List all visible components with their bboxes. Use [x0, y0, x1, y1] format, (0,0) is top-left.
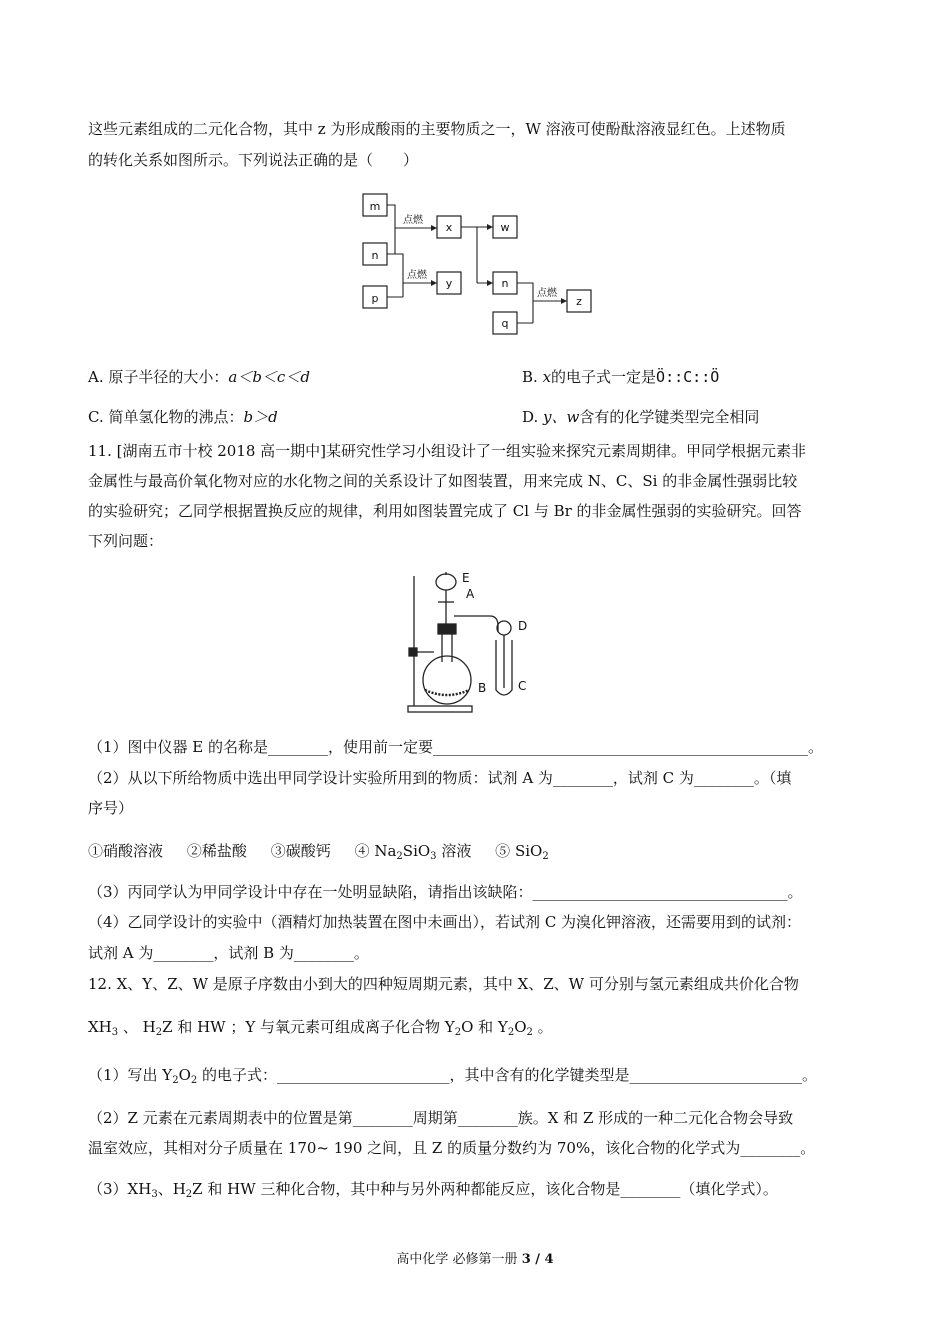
conversion-flow-diagram — [355, 188, 605, 340]
option-b: B. x的电子式一定是Ö::C::Ö — [522, 368, 720, 386]
label-B: B — [478, 681, 487, 695]
label-n2: n — [501, 277, 509, 290]
label-A: A — [466, 587, 475, 601]
q11-line-2: 金属性与最高价氧化物对应的水化物之间的关系设计了如图装置，用来完成 N、C、Si 的非金属性强弱比较 — [88, 472, 798, 490]
option-d: D. y、w含有的化学键类型完全相同 — [522, 408, 760, 426]
label-p: p — [371, 292, 379, 305]
intro-line-1: 这些元素组成的二元化合物，其中 z 为形成酸雨的主要物质之一，W 溶液可使酚酞溶液显红色。上述物质 — [88, 120, 786, 138]
q12-part-2a: （2）Z 元素在元素周期表中的位置是第________周期第________族。X 和 Z 形成的一种二元化合物会导致 — [88, 1109, 794, 1127]
label-D: D — [518, 619, 528, 633]
footer-text: 高中化学 必修第一册 — [396, 1252, 522, 1267]
q12-line-1: 12. X、Y、Z、W 是原子序数由小到大的四种短周期元素，其中 X、Z、W 可分别与氢元素组成共价化合物 — [88, 975, 799, 993]
label-y: y — [445, 277, 453, 290]
q11-line-1: 11. [湖南五市十校 2018 高一期中]某研究性学习小组设计了一组实验来探究元素周期律。甲同学根据元素非 — [88, 442, 807, 460]
label-E: E — [462, 571, 470, 585]
q11-part-4b: 试剂 A 为________，试剂 B 为________。 — [88, 944, 369, 962]
q11-part-2a: （2）从以下所给物质中选出甲同学设计实验所用到的物质：试剂 A 为________，试剂 C 为________。（填 — [88, 769, 792, 787]
q12-part-1: （1）写出 $Y_2O_2$ 的电子式：_______________________，其中含有的化学键类型是_______________________。 — [88, 1066, 818, 1086]
q11-part-3: （3）丙同学认为甲同学设计中存在一处明显缺陷，请指出该缺陷：__________________________________。 — [88, 883, 803, 901]
page-footer — [0, 1248, 950, 1267]
q12-part-3: $(3)XH_3$、$H_2Z$ 和 HW 三种化合物，其中种与另外两种都能反应，该化合物是________（填化学式）。 — [88, 1180, 778, 1200]
option-a: A. 原子半径的大小：a＜b＜c＜d — [88, 368, 310, 386]
ignite-label-2: 点燃 — [407, 270, 427, 281]
label-w: w — [500, 221, 510, 234]
label-n1: n — [371, 249, 379, 262]
option-c: C. 简单氢化物的沸点：b＞d — [88, 408, 278, 426]
ignite-label-1: 点燃 — [403, 215, 423, 226]
q11-part-2b: 序号） — [88, 799, 134, 817]
label-x: x — [445, 221, 453, 234]
q11-options: ①硝酸溶液 ②稀盐酸 ③碳酸钙 ④ $Na_2SiO_3$ 溶液 ⑤ SiO$_2$ — [88, 842, 549, 862]
q11-line-4: 下列问题： — [88, 532, 164, 550]
q11-line-3: 的实验研究；乙同学根据置换反应的规律，利用如图装置完成了 Cl 与 Br 的非金属性强弱的实验研究。回答 — [88, 502, 802, 520]
ignite-label-3: 点燃 — [537, 288, 557, 299]
q12-line-2: $XH_3$ 、 $H_2Z$ 和 HW ；Y 与氧元素可组成离子化合物 $Y_2O$ 和 $Y_2O_2$ 。 — [88, 1018, 553, 1038]
electron-formula: Ö::C::Ö — [656, 368, 720, 386]
q11-part-1: （1）图中仪器 E 的名称是________，使用前一定要__________________________________________________。 — [88, 738, 824, 756]
q11-part-4a: （4）乙同学设计的实验中（酒精灯加热装置在图中未画出），若试剂 C 为溴化钾溶液，还需要用到的试剂： — [88, 913, 802, 931]
label-m: m — [369, 200, 381, 213]
intro-line-2: 的转化关系如图所示。下列说法正确的是（ ） — [88, 151, 419, 169]
page-number: 3 / 4 — [521, 1252, 554, 1267]
label-q: q — [501, 317, 509, 330]
apparatus-diagram — [400, 568, 550, 718]
label-z: z — [576, 295, 582, 308]
q12-part-2b: 温室效应，其相对分子质量在 170~ 190 之间，且 Z 的质量分数约为 70%，该化合物的化学式为________。 — [88, 1139, 816, 1157]
label-C: C — [518, 679, 527, 693]
